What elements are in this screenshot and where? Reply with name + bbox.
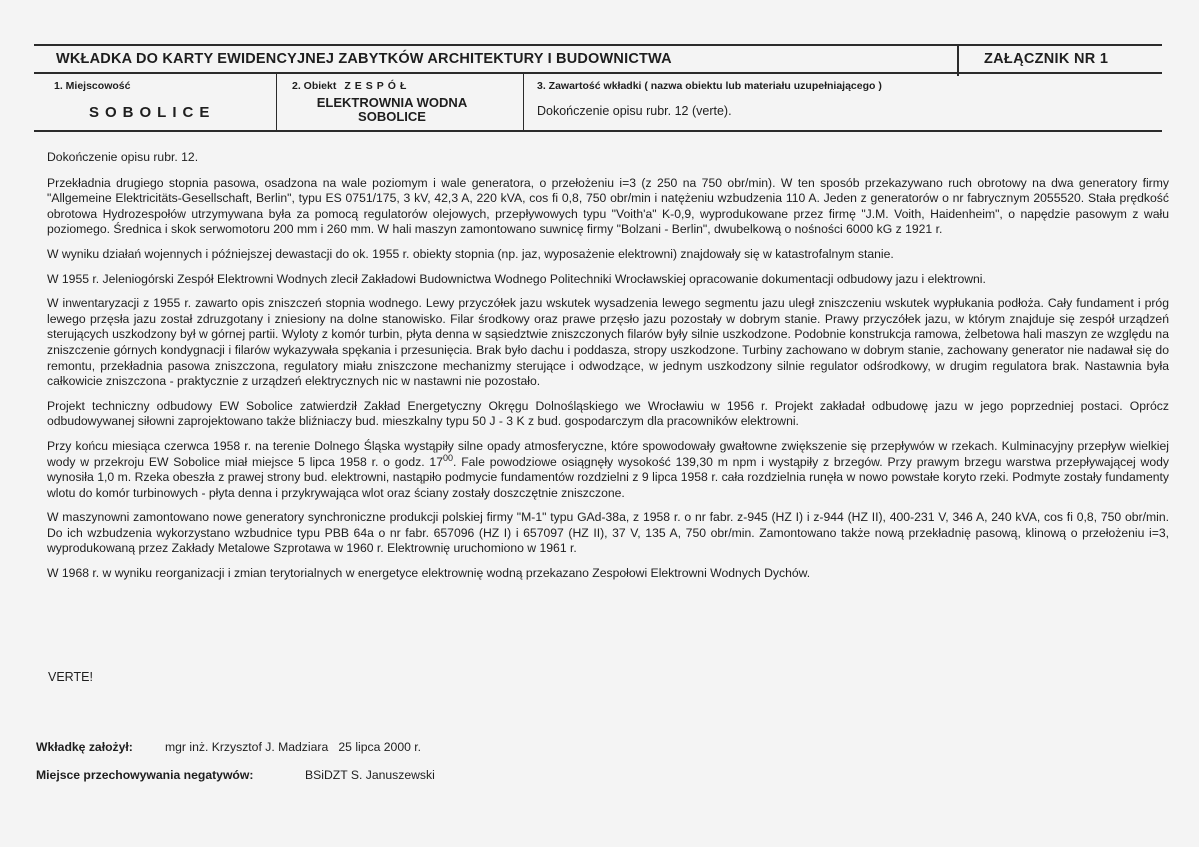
paragraph: W inwentaryzacji z 1955 r. zawarto opis zniszczeń stopnia wodnego. Lewy przyczółek jazu wskutek wysadzenia lewego segmentu jazu uległ zniszczeniu wskutek wypłukania podłoża. Cały fundament i próg lewego przęsła jazu został zdruzgotany i zniesiony na dolne stanowisko. Filar środkowy oraz prawe przęsło jazu pozostały w dobrym stanie. Prawy przyczółek jazu, w którym znajduje się zespół urządzeń sterujących uszkodzony był w górnej partii. Wyloty z komór turbin, płyta denna w sąsiedztwie zniszczonych filarów były silnie uszkodzone. Podobnie konstrukcja ramowa, żelbetowa hali maszyn ze względu na zniszczenie górnych kondygnacji i filarów wykazywała spękania i przesunięcia. Brak było dachu i poddasza, stropy uszkodzone. Turbiny zachowano w dobrym stanie, zachowany generator nie nadawał się do remontu, przekładnia pasowa zniszczona, regulatory miału zniszczone mechanizmy sterujące i odwodzące, w jednym uszkodzony silnie regulator odśrodkowy, w drugim regulatora brak. Nastawnia była całkowicie zniszczona - praktycznie z urządzeń elektrycznych nic w nastawni nie pozostało. [47, 296, 1169, 389]
paragraph: Przekładnia drugiego stopnia pasowa, osadzona na wale poziomym i wale generatora, o przełożeniu i=3 (z 250 na 750 obr/min). W ten sposób przekazywano ruch obrotowy na dwa generatory firmy "Allgemeine Elektricitäts-Gesellschaft, Berlin", typu ES 0751/175, 3 kV, 42,3 A, 220 kVA, cos fi 0,8, 750 obr/min i natężeniu wzbudzenia 110 A. Jeden z generatorów o nr fabrycznym 2055520. Stała prędkość obrotowa Hydrozespołów utrzymywana była za pomocą regulatorów olejowych, przepływowych typu "Voith'a" K-0,9, wyprodukowane przez firmę "J.M. Voith, Haidenheim", o napędzie pasowym z wału poziomego. Średnica i skok serwomotoru 200 mm i 260 mm. W hali maszyn zamontowano suwnicę firmy "Bolzani - Berlin", dwubelkową o nośności 6000 kG z 1921 r. [47, 175, 1169, 237]
field-divider [523, 74, 524, 130]
attachment-number: ZAŁĄCZNIK NR 1 [984, 51, 1109, 67]
field-divider [276, 74, 277, 130]
object-label: 2. Obiekt [292, 80, 337, 92]
object-prefix: ZESPÓŁ [344, 80, 411, 92]
author-value: mgr inż. Krzysztof J. Madziara 25 lipca 2000 r. [165, 740, 422, 754]
contents-value: Dokończenie opisu rubr. 12 (verte). [537, 104, 732, 118]
description-body [47, 150, 1169, 591]
verte-note: VERTE! [48, 670, 93, 684]
paragraph-part: . Fale powodziowe osiągnęły wysokość 139,30 m npm i wystąpiły z brzegów. Przy prawym brzegu warstwa przepływającej wody wynosiła 1,0 m. Rzeka obeszła z prawej strony bud. elektrowni, nastąpiło podmycie fundamentów rozdzielni z 9 lipca 1958 r. cała rozdzielnia runęła w nowo powstałe koryto rzeki. Podmyte zostały fundamenty wlotu do komór turbinowych - płyta denna i przykrywająca wlot oraz ściany zostały doszczętnie zniszczone. [47, 454, 1170, 500]
paragraph: W maszynowni zamontowano nowe generatory synchroniczne produkcji polskiej firmy "M-1" typu GAd-38a, z 1958 r. o nr fabr. z-945 (HZ I) i z-944 (HZ II), 400-231 V, 346 A, 240 kVA, cos fi 0,8, 750 obr/min. Do ich wzbudzenia wykorzystano wzbudnice typu PBB 64a o nr fabr. 657096 (HZ I) i 657097 (HZ II), 37 V, 135 A, 750 obr/min. Zamontowano także nową przekładnię pasową, klinową o przełożeniu i=3, wyprodukowaną przez Zakłady Metalowe Szprotawa w 1960 r. Elektrownię uruchomiono w 1961 r. [47, 510, 1169, 556]
object-name [292, 96, 492, 124]
author-label: Wkładkę założył: [36, 740, 133, 754]
card-header [34, 44, 1162, 74]
object-label-group [292, 80, 410, 92]
superscript: 00 [442, 452, 453, 463]
paragraph: W 1955 r. Jeleniogórski Zespół Elektrowni Wodnych zlecił Zakładowi Budownictwa Wodnego Politechniki Wrocławskiej opracowanie dokumentacji odbudowy jazu i elektrowni. [47, 271, 986, 286]
paragraph [47, 439, 1169, 501]
contents-label: 3. Zawartość wkładki ( nazwa obiektu lub materiału uzupełniającego ) [537, 80, 882, 92]
storage-label: Miejsce przechowywania negatywów: [36, 768, 254, 782]
storage-value: BSiDZT S. Januszewski [305, 768, 435, 782]
place-value: SOBOLICE [89, 104, 216, 121]
object-name-line1: ELEKTROWNIA WODNA [316, 95, 468, 110]
object-name-line2: SOBOLICE [358, 109, 426, 124]
card-title: WKŁADKA DO KARTY EWIDENCYJNEJ ZABYTKÓW ARCHITEKTURY I BUDOWNICTWA [56, 51, 672, 67]
paragraph: W wyniku działań wojennych i późniejszej dewastacji do ok. 1955 r. obiekty stopnia (np. jaz, wyposażenie elektrowni) znajdowały się w katastrofalnym stanie. [47, 246, 894, 261]
description-intro: Dokończenie opisu rubr. 12. [47, 150, 199, 164]
header-divider [957, 46, 959, 76]
paragraph-part: Przy końcu miesiąca czerwca 1958 r. na terenie Dolnego Śląska wystąpiły silne opady atmosferyczne, które spowodowały gwałtowne zwiększenie się przepływów w rzekach. Kulminacyjny przepływ wielkiej wody w przekroju EW Sobolice miał miejsce 5 lipca 1958 r. o godz. 17 [47, 438, 1169, 469]
place-label: 1. Miejscowość [54, 80, 131, 92]
fields-row [34, 74, 1162, 132]
paragraph: W 1968 r. w wyniku reorganizacji i zmian terytorialnych w energetyce elektrownię wodną przekazano Zespołowi Elektrowni Wodnych Dychów. [47, 566, 811, 581]
paragraph: Projekt techniczny odbudowy EW Sobolice zatwierdził Zakład Energetyczny Okręgu Dolnośląskiego we Wrocławiu w 1956 r. Projekt zakładał odbudowę jazu w jego poprzedniej postaci. Oprócz odbudowywanej siłowni zaprojektowano także bliźniaczy bud. mieszkalny typu 50 J - 3 K z bud. gospodarczym dla pracowników elektrowni. [47, 398, 1169, 429]
